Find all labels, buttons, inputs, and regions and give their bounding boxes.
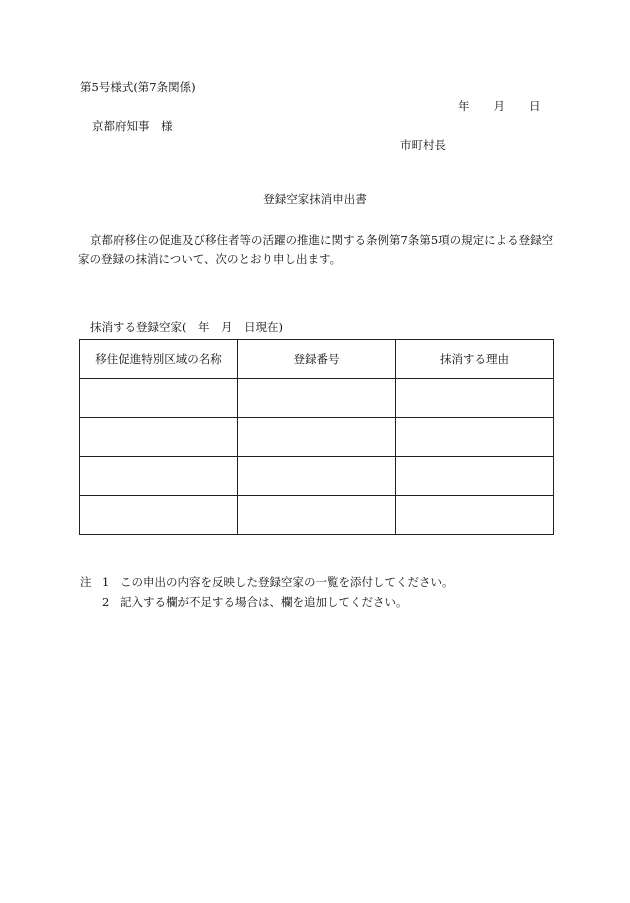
document-title: 登録空家抹消申出書 bbox=[263, 192, 367, 206]
cell-reason[interactable] bbox=[396, 496, 554, 535]
table-row bbox=[80, 418, 554, 457]
notes bbox=[80, 576, 454, 616]
note-number: 1 bbox=[102, 575, 110, 589]
cell-area-name[interactable] bbox=[80, 457, 238, 496]
addressee: 京都府知事 様 bbox=[92, 119, 173, 133]
cell-registration-number[interactable] bbox=[238, 418, 396, 457]
date-line bbox=[458, 100, 541, 114]
table-caption: 抹消する登録空家( 年 月 日現在) bbox=[90, 320, 283, 334]
note-text: この申出の内容を反映した登録空家の一覧を添付してください。 bbox=[120, 575, 454, 589]
cell-reason[interactable] bbox=[396, 457, 554, 496]
cell-registration-number[interactable] bbox=[238, 457, 396, 496]
table-row bbox=[80, 496, 554, 535]
note-item bbox=[80, 596, 454, 616]
date-day: 日 bbox=[529, 99, 541, 113]
cell-area-name[interactable] bbox=[80, 496, 238, 535]
table-row bbox=[80, 379, 554, 418]
form-number: 第5号様式(第7条関係) bbox=[80, 80, 196, 94]
cell-registration-number[interactable] bbox=[238, 496, 396, 535]
table-header-row bbox=[80, 340, 554, 379]
sender: 市町村長 bbox=[400, 138, 446, 152]
date-year: 年 bbox=[458, 99, 470, 113]
note-item bbox=[80, 576, 454, 596]
note-number: 2 bbox=[102, 595, 110, 609]
note-text: 記入する欄が不足する場合は、欄を追加してください。 bbox=[120, 595, 408, 609]
cell-area-name[interactable] bbox=[80, 418, 238, 457]
column-header-reason: 抹消する理由 bbox=[396, 340, 554, 379]
column-header-area-name: 移住促進特別区域の名称 bbox=[80, 340, 238, 379]
body-paragraph: 京都府移住の促進及び移住者等の活躍の推進に関する条例第7条第5項の規定による登録空家の登録の抹消について、次のとおり申し出ます。 bbox=[78, 233, 554, 266]
cell-registration-number[interactable] bbox=[238, 379, 396, 418]
cancellation-table bbox=[79, 339, 554, 535]
notes-label: 注 bbox=[80, 575, 92, 589]
cell-reason[interactable] bbox=[396, 379, 554, 418]
cell-area-name[interactable] bbox=[80, 379, 238, 418]
date-month: 月 bbox=[493, 99, 505, 113]
column-header-registration-number: 登録番号 bbox=[238, 340, 396, 379]
cell-reason[interactable] bbox=[396, 418, 554, 457]
table-row bbox=[80, 457, 554, 496]
